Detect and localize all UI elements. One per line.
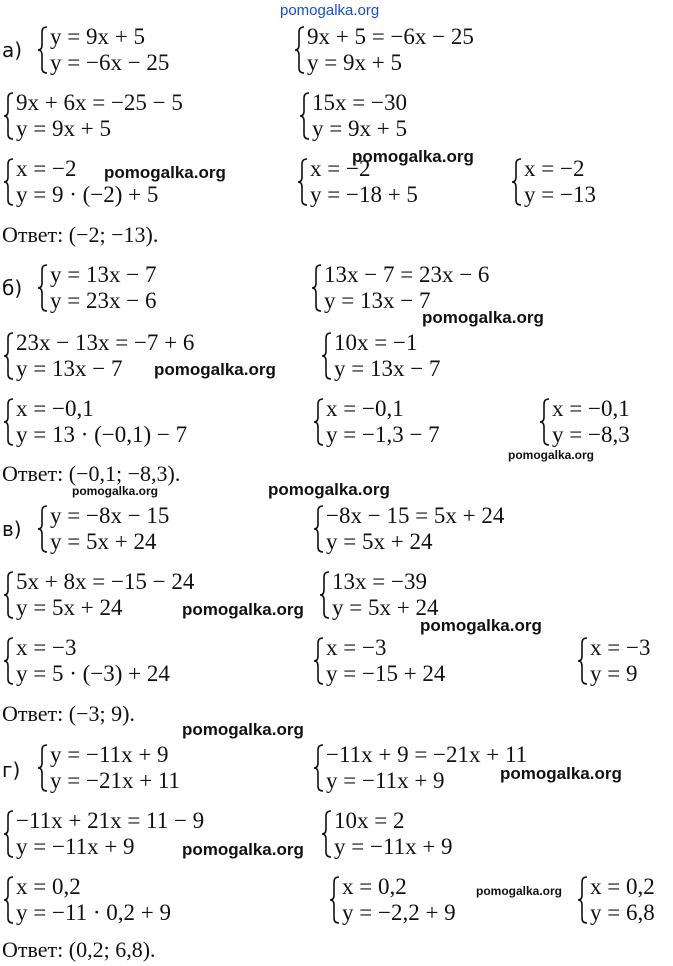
equation: x = −3 <box>326 635 387 660</box>
brace-icon <box>578 637 588 685</box>
brace-icon <box>38 505 48 553</box>
brace-icon <box>540 398 550 446</box>
watermark: pomogalka.org <box>182 600 304 619</box>
brace-icon <box>38 264 48 312</box>
watermark: pomogalka.org <box>500 764 622 783</box>
answer-a: Ответ: (−2; −13). <box>2 222 159 247</box>
answer-g: Ответ: (0,2; 6,8). <box>2 937 156 962</box>
equation: y = −11x + 9 <box>16 834 135 859</box>
equation: y = −13 <box>524 182 596 207</box>
equation: y = −11x + 9 <box>50 742 169 767</box>
equation: 5x + 8x = −15 − 24 <box>16 569 195 594</box>
equation: y = 5x + 24 <box>16 595 123 620</box>
brace-icon <box>320 571 330 619</box>
brace-icon <box>314 637 324 685</box>
equation: 9x + 6x = −25 − 5 <box>16 90 183 115</box>
watermark: pomogalka.org <box>72 484 159 498</box>
brace-icon <box>4 571 14 619</box>
brace-icon <box>322 810 332 858</box>
equation: −11x + 21x = 11 − 9 <box>16 808 205 833</box>
equation: y = −15 + 24 <box>326 661 446 686</box>
equation: y = 9x + 5 <box>50 24 145 49</box>
brace-icon <box>314 744 324 792</box>
watermark: pomogalka.org <box>420 616 542 635</box>
equation: 10x = −1 <box>334 330 418 355</box>
equation: y = 6,8 <box>590 900 655 925</box>
watermark-top: pomogalka.org <box>280 2 380 19</box>
equation: x = −2 <box>524 156 585 181</box>
part-g-label: г) <box>2 758 21 782</box>
brace-icon <box>314 505 324 553</box>
brace-icon <box>300 92 310 140</box>
brace-icon <box>330 876 340 924</box>
equation: 15x = −30 <box>312 90 407 115</box>
equation: y = 9 <box>590 661 638 686</box>
equation: x = 0,2 <box>16 874 81 899</box>
brace-icon <box>322 332 332 380</box>
equation: y = −2,2 + 9 <box>342 900 456 925</box>
equation: y = 9x + 5 <box>312 116 407 141</box>
answer-b: Ответ: (−0,1; −8,3). <box>2 461 181 486</box>
equation: x = 0,2 <box>342 874 407 899</box>
brace-icon <box>4 876 14 924</box>
watermark: pomogalka.org <box>182 840 304 859</box>
equation: y = −8,3 <box>552 422 630 447</box>
equation: −8x − 15 = 5x + 24 <box>326 503 505 528</box>
brace-icon <box>38 26 48 74</box>
brace-icon <box>4 810 14 858</box>
equation: y = 13 · (−0,1) − 7 <box>16 422 188 447</box>
equation: x = −3 <box>590 635 651 660</box>
equation: x = 0,2 <box>590 874 655 899</box>
equation: y = −8x − 15 <box>50 503 170 528</box>
brace-icon <box>295 26 305 74</box>
equation: x = −3 <box>16 635 77 660</box>
brace-icon <box>578 876 588 924</box>
brace-icon <box>4 158 14 206</box>
equation: y = −18 + 5 <box>310 182 418 207</box>
equation: 13x − 7 = 23x − 6 <box>324 262 490 287</box>
equation: y = 5 · (−3) + 24 <box>16 661 170 686</box>
equation: y = 9x + 5 <box>16 116 111 141</box>
brace-icon <box>4 92 14 140</box>
equation: y = 13x − 7 <box>324 288 431 313</box>
equation: y = 23x − 6 <box>50 288 157 313</box>
equation: y = −21x + 11 <box>50 768 181 793</box>
equation: y = 13x − 7 <box>16 356 123 381</box>
equation: y = 9 · (−2) + 5 <box>16 182 159 207</box>
equation: 13x = −39 <box>332 569 427 594</box>
equation: y = −11 · 0,2 + 9 <box>16 900 171 925</box>
equation: y = −11x + 9 <box>334 834 453 859</box>
watermark: pomogalka.org <box>422 308 544 327</box>
watermark: pomogalka.org <box>268 480 390 499</box>
brace-icon <box>38 744 48 792</box>
watermark: pomogalka.org <box>508 448 595 462</box>
watermark: pomogalka.org <box>352 147 474 166</box>
equation: 9x + 5 = −6x − 25 <box>307 24 474 49</box>
equation: y = 5x + 24 <box>50 529 157 554</box>
brace-icon <box>512 158 522 206</box>
brace-icon <box>4 637 14 685</box>
answer-v: Ответ: (−3; 9). <box>2 701 135 726</box>
equation: x = −0,1 <box>326 396 404 421</box>
watermark: pomogalka.org <box>476 884 563 898</box>
equation: y = 13x − 7 <box>50 262 157 287</box>
equation: −11x + 9 = −21x + 11 <box>326 742 528 767</box>
equation: y = 5x + 24 <box>326 529 433 554</box>
brace-icon <box>4 332 14 380</box>
equation: y = 13x − 7 <box>334 356 441 381</box>
equation: 10x = 2 <box>334 808 405 833</box>
brace-icon <box>312 264 322 312</box>
watermark: pomogalka.org <box>104 163 226 182</box>
equation: x = −0,1 <box>552 396 630 421</box>
part-v-label: в) <box>2 517 22 541</box>
brace-icon <box>4 398 14 446</box>
watermark: pomogalka.org <box>182 720 304 739</box>
equation: y = 5x + 24 <box>332 595 439 620</box>
part-b-label: б) <box>2 276 23 300</box>
watermark: pomogalka.org <box>154 360 276 379</box>
equation: x = −2 <box>16 156 77 181</box>
equation: x = −2 <box>310 156 371 181</box>
equation: y = −11x + 9 <box>326 768 445 793</box>
equation: y = −1,3 − 7 <box>326 422 440 447</box>
brace-icon <box>314 398 324 446</box>
equation: y = −6x − 25 <box>50 50 170 75</box>
equation: 23x − 13x = −7 + 6 <box>16 330 195 355</box>
brace-icon <box>298 158 308 206</box>
equation: x = −0,1 <box>16 396 94 421</box>
part-a-label: а) <box>2 38 23 62</box>
equation: y = 9x + 5 <box>307 50 402 75</box>
